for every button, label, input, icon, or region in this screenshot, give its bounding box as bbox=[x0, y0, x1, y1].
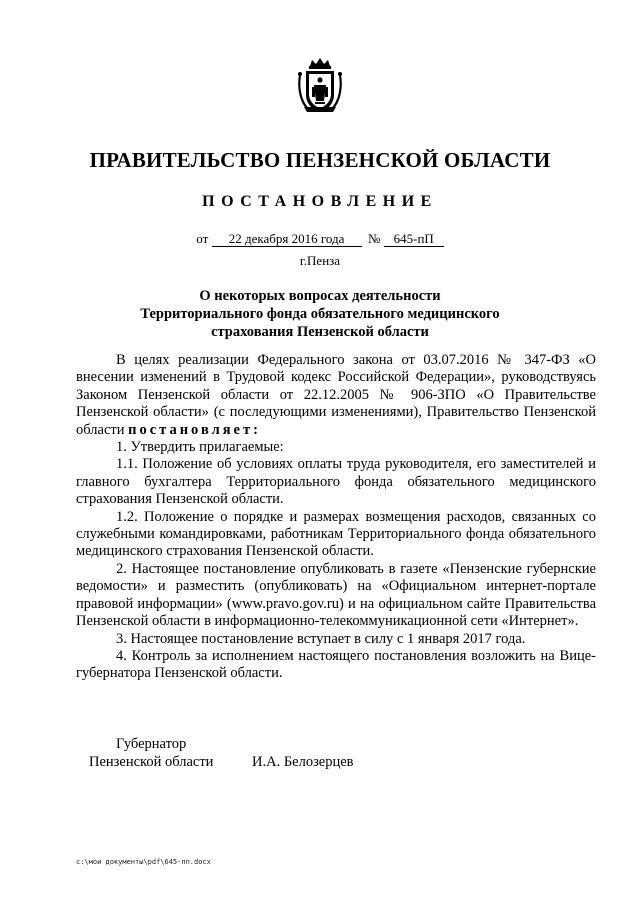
document-date: 22 декабря 2016 года bbox=[212, 232, 362, 247]
document-body bbox=[76, 352, 596, 683]
city: г.Пенза bbox=[299, 253, 341, 268]
body-paragraph: 1.1. Положение об условиях оплаты труда руководителя, его заместителей и главного бухгалтера Территориального фонда обязательного медицинского страхования Пензенской области. bbox=[76, 456, 596, 508]
signatory-region: Пензенской области bbox=[89, 754, 214, 770]
body-paragraph: 2. Настоящее постановление опубликовать в газете «Пензенские губернские ведомости» и разместить (опубликовать) на «Официальном интернет-портале правовой информации» (www.pravo.gov.ru) и на официальном сайте Правительства Пензенской области в информационно-телекоммуникационной сети «Интернет». bbox=[76, 560, 596, 630]
coat-of-arms-icon bbox=[296, 57, 344, 115]
government-title: ПРАВИТЕЛЬСТВО ПЕНЗЕНСКОЙ ОБЛАСТИ bbox=[89, 148, 551, 172]
document-number: 645-пП bbox=[384, 232, 444, 247]
body-paragraph: 1.2. Положение о порядке и размерах возмещения расходов, связанных со служебными командировками, работникам Территориального фонда обязательного медицинского страхования Пензенской области. bbox=[76, 508, 596, 560]
signatory-name: И.А. Белозерцев bbox=[252, 754, 354, 770]
body-paragraph: 4. Контроль за исполнением настоящего постановления возложить на Вице-губернатора Пензенской области. bbox=[76, 647, 596, 682]
preamble-paragraph bbox=[76, 352, 596, 439]
file-path: c:\мои документы\pdf\645-пп.docx bbox=[76, 858, 211, 866]
dateline bbox=[0, 231, 640, 247]
document-type: ПОСТАНОВЛЕНИЕ bbox=[202, 193, 438, 210]
document-subject bbox=[60, 287, 580, 341]
body-paragraph: 3. Настоящее постановление вступает в силу с 1 января 2017 года. bbox=[116, 630, 526, 647]
signatory-position: Губернатор bbox=[116, 736, 187, 752]
subject-line: Территориального фонда обязательного медицинского bbox=[140, 306, 500, 322]
subject-line: страхования Пензенской области bbox=[211, 324, 429, 340]
subject-line: О некоторых вопросах деятельности bbox=[199, 288, 441, 304]
decree-word: постановляет: bbox=[128, 421, 261, 438]
number-prefix: № bbox=[368, 231, 381, 246]
body-paragraph: 1. Утвердить прилагаемые: bbox=[116, 439, 284, 456]
date-prefix: от bbox=[196, 231, 209, 246]
preamble-text: В целях реализации Федерального закона от 03.07.2016 № 347-ФЗ «О внесении изменений в Трудовой кодекс Российской Федерации», руководствуясь Законом Пензенской области от 22.12.2005 № 906-ЗПО «О Правительстве Пензенской области» (с последующими изменениями), Правительство Пензенской области bbox=[76, 352, 596, 438]
